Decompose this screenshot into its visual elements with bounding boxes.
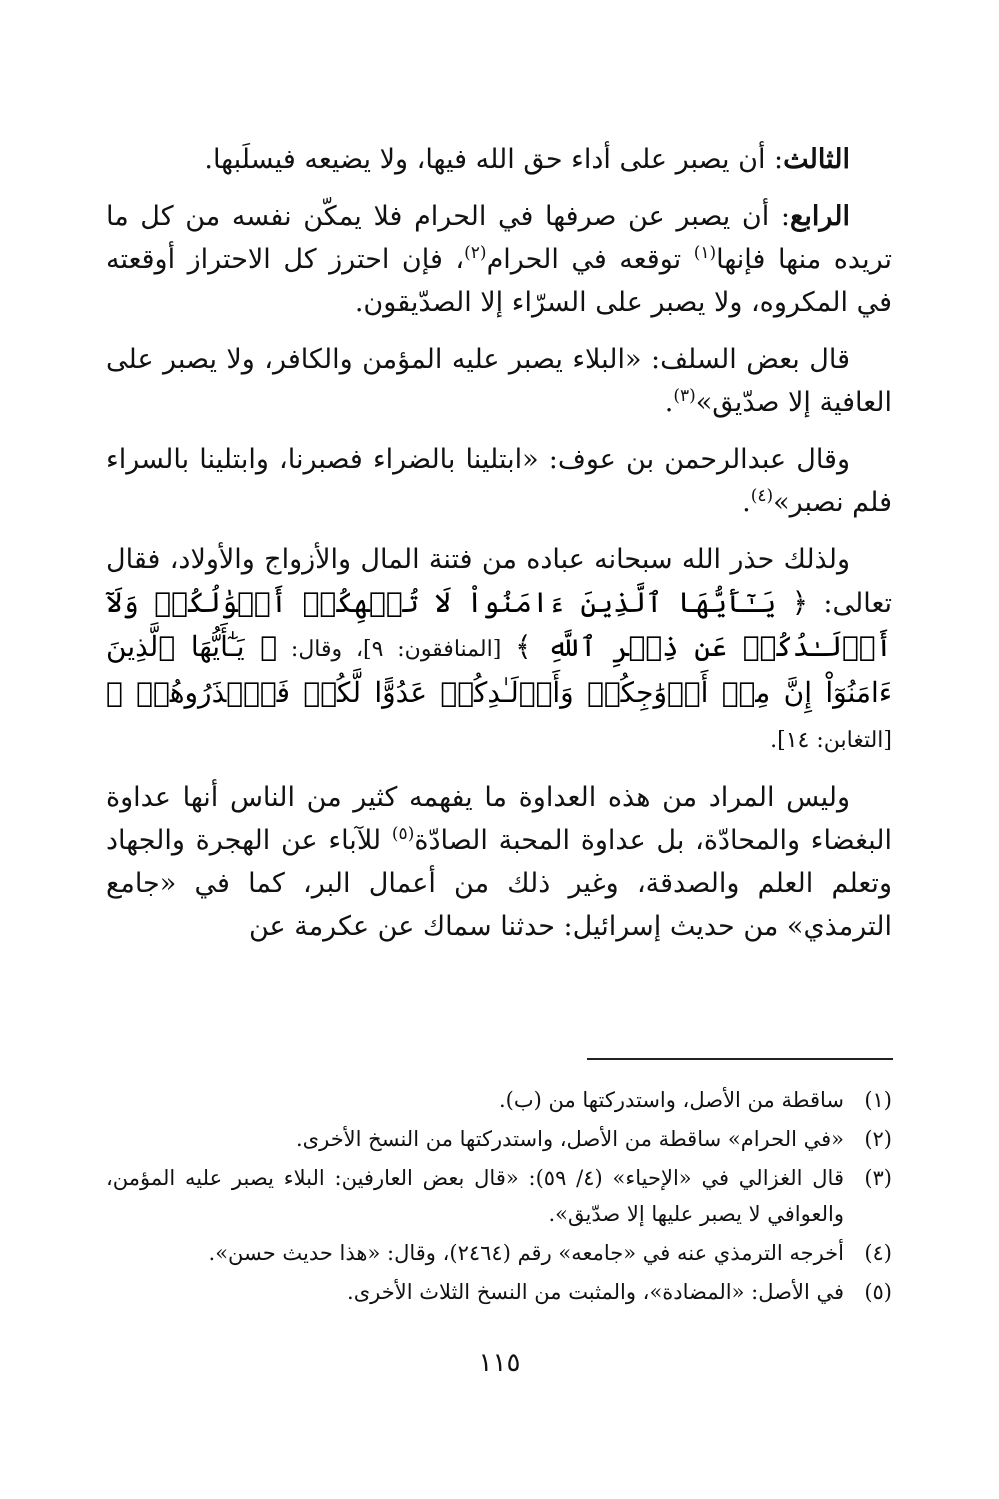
footnote-ref-4[interactable]: (٤): [750, 486, 774, 506]
paragraph-enmity: [106, 776, 892, 948]
page-number: ١١٥: [478, 1348, 521, 1378]
paragraph-text: ، فإن احترز كل الاحتراز أوقعته في المكروه، ولا يصبر على السرّاء إلا الصدّيقون.: [106, 244, 892, 318]
footnote-ref-2[interactable]: (٢): [464, 243, 487, 263]
main-text: [106, 138, 892, 962]
paragraph-text: للآباء عن الهجرة والجهاد وتعلم العلم والصدقة، وغير ذلك من أعمال البر، كما في «جامع الترمذي» من حديث إسرائيل: حدثنا سماك عن عكرمة عن: [106, 825, 892, 942]
footnote-item: [106, 1274, 892, 1310]
footnote-ref-1[interactable]: (١): [693, 243, 717, 263]
footnote-number: (١): [864, 1088, 892, 1112]
paragraph-abdulrahman-quote: [106, 438, 892, 524]
footnote-text: أخرجه الترمذي عنه في «جامعه» رقم (٢٤٦٤)، وقال: «هذا حديث حسن».: [208, 1241, 844, 1265]
paragraph-text: توقعه في الحرام: [486, 244, 694, 275]
footnote-number: (٣): [864, 1166, 892, 1190]
footnote-ref-5[interactable]: (٥): [391, 824, 415, 844]
footnote-item: [106, 1160, 892, 1232]
paragraph-text: : أن يصبر على أداء حق الله فيها، ولا يضيعه فيسلَبها.: [204, 144, 784, 175]
quran-verse: ﴿ يَـٰٓأَيُّهَا ٱلَّذِينَ ءَامَنُواْ لَا تُلۡهِكُمۡ أَمۡوَٰلُكُمۡ وَلَآ أَوۡلَـٰدُكُمۡ عَن ذِكۡرِ ٱللَّهِ ﴾: [106, 586, 892, 663]
quran-verse: ﴿ يَـٰٓأَيُّهَا ٱلَّذِينَ ءَامَنُوٓاْ إِنَّ مِنۡ أَزۡوَٰجِكُمۡ وَأَوۡلَـٰدِكُمۡ عَدُوًّا لَّكُمۡ فَٱحۡذَرُوهُمۡ ﴾: [106, 630, 892, 709]
paragraph-text: ولذلك حذر الله سبحانه عباده من فتنة المال والأزواج والأولاد، فقال تعالى:: [106, 544, 892, 619]
footnote-item: [106, 1235, 892, 1271]
footnote-number: (٥): [864, 1280, 892, 1304]
footnote-number: (٢): [864, 1127, 892, 1151]
footnote-text: «في الحرام» ساقطة من الأصل، واستدركتها من النسخ الأخرى.: [296, 1127, 844, 1151]
paragraph-text: : أن يصبر عن صرفها في الحرام فلا يمكّن نفسه من كل ما تريده منها فإنها: [106, 201, 892, 275]
paragraph-lead: الرابع: [789, 201, 850, 232]
footnote-item: [106, 1082, 892, 1118]
paragraph-quran-verses: [106, 538, 892, 762]
footnote-separator: [587, 1058, 893, 1060]
paragraph-text: وقال عبدالرحمن بن عوف: «ابتلينا بالضراء فصبرنا، وابتلينا بالسراء فلم نصبر»: [106, 444, 892, 518]
paragraph-text: وليس المراد من هذه العداوة ما يفهمه كثير من الناس أنها عداوة البغضاء والمحادّة، بل عداوة المحبة الصادّة: [106, 782, 892, 856]
paragraph-salaf-quote: [106, 338, 892, 424]
footnote-text: قال الغزالي في «الإحياء» (٤/ ٥٩): «قال بعض العارفين: البلاء يصبر عليه المؤمن، والعوافي لا يصبر عليها إلا صدّيق».: [106, 1166, 844, 1226]
verse-reference: [المنافقون: ٩]، وقال:: [277, 637, 516, 662]
paragraph-text: .: [664, 387, 674, 418]
paragraph-fourth: [106, 195, 892, 324]
footnote-number: (٤): [864, 1241, 892, 1265]
paragraph-text: قال بعض السلف: «البلاء يصبر عليه المؤمن والكافر، ولا يصبر على العافية إلا صدّيق»: [106, 344, 892, 418]
footnote-text: ساقطة من الأصل، واستدركتها من (ب).: [498, 1088, 844, 1112]
paragraph-third: [106, 138, 892, 181]
paragraph-text: .: [742, 487, 751, 518]
footnote-ref-3[interactable]: (٣): [673, 386, 696, 406]
footnote-item: [106, 1121, 892, 1157]
footnotes: [106, 1082, 892, 1313]
paragraph-lead: الثالث: [783, 144, 850, 175]
verse-reference: [التغابن: ١٤].: [770, 728, 892, 753]
footnote-text: في الأصل: «المضادة»، والمثبت من النسخ الثلاث الأخرى.: [347, 1280, 844, 1304]
